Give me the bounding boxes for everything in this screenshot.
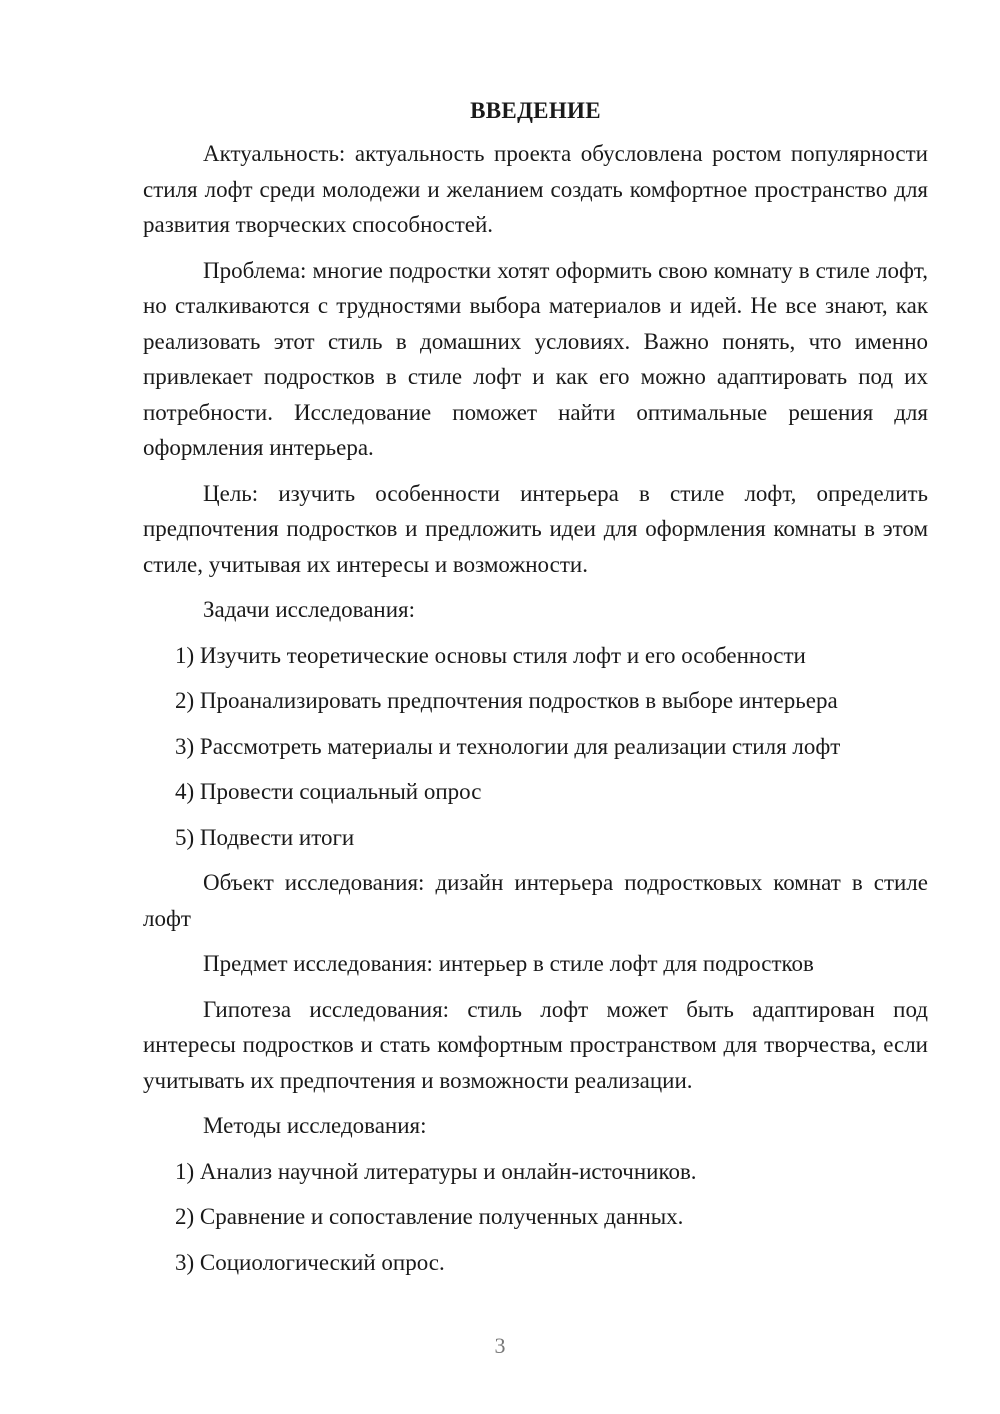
goal-paragraph: Цель: изучить особенности интерьера в стиле лофт, определить предпочтения подростков и предложить идеи для оформления комнаты в этом стиле, учитывая их интересы и возможности. [143, 480, 928, 577]
task-item: 1) Изучить теоретические основы стиля лофт и его особенности [175, 642, 806, 668]
page-title: ВВЕДЕНИЕ [470, 98, 601, 123]
task-item: 3) Рассмотреть материалы и технологии для реализации стиля лофт [175, 733, 841, 759]
task-item: 2) Проанализировать предпочтения подростков в выборе интерьера [175, 688, 838, 713]
document-page [143, 96, 928, 1290]
task-item: 4) Провести социальный опрос [175, 779, 482, 804]
tasks-heading: Задачи исследования: [203, 597, 416, 622]
object-paragraph: Объект исследования: дизайн интерьера подростковых комнат в стиле лофт [143, 870, 928, 931]
method-item: 3) Социологический опрос. [175, 1249, 445, 1275]
problem-paragraph: Проблема: многие подростки хотят оформить свою комнату в стиле лофт, но сталкиваются с трудностями выбора материалов и идей. Не все знают, как реализовать этот стиль в домашних условиях. Важно понять, что именно привлекает подростков в стиле лофт и как его можно адаптировать под их потребности. Исследование поможет найти оптимальные решения для оформления интерьера. [143, 257, 928, 460]
task-item: 5) Подвести итоги [175, 824, 355, 850]
relevance-paragraph: Актуальность: актуальность проекта обусловлена ростом популярности стиля лофт среди молодежи и желанием создать комфортное пространство для развития творческих способностей. [143, 141, 928, 237]
hypothesis-paragraph: Гипотеза исследования: стиль лофт может быть адаптирован под интересы подростков и стать комфортным пространством для творчества, если учитывать их предпочтения и возможности реализации. [143, 996, 928, 1093]
methods-heading: Методы исследования: [203, 1113, 427, 1138]
subject-paragraph: Предмет исследования: интерьер в стиле лофт для подростков [203, 951, 814, 976]
page-number: 3 [494, 1333, 506, 1358]
method-item: 1) Анализ научной литературы и онлайн-источников. [175, 1158, 697, 1184]
method-item: 2) Сравнение и сопоставление полученных данных. [175, 1204, 684, 1229]
